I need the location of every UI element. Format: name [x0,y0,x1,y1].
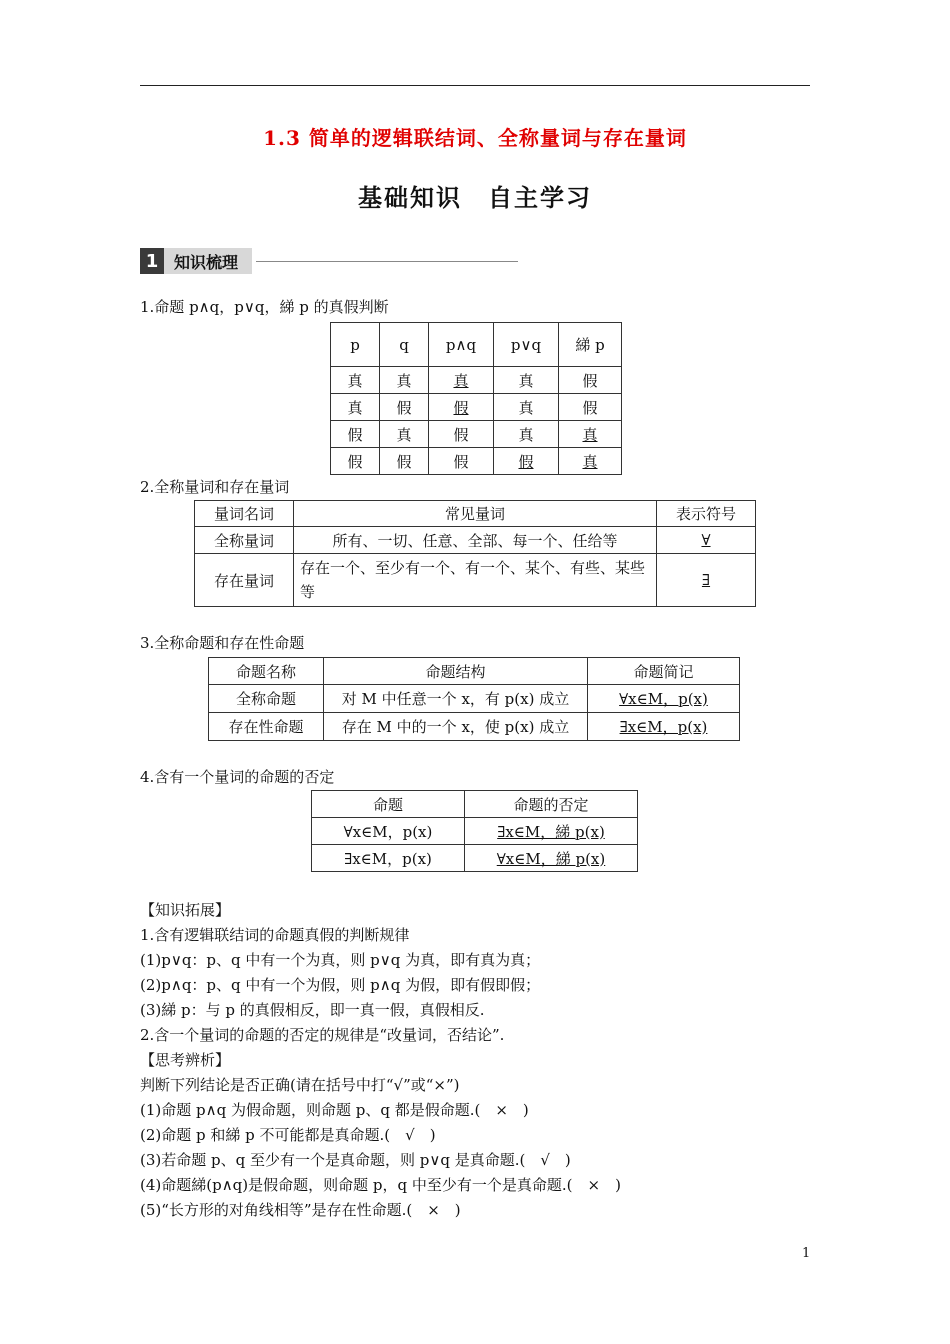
truth-cell: 假 [559,394,622,421]
top-rule [140,85,810,86]
proposition-cell: 对 M 中任意一个 x，有 p(x) 成立 [324,685,588,713]
extension-heading: 【知识拓展】 [140,901,231,919]
truth-cell: 假 [331,448,380,475]
truth-table [330,322,622,475]
truth-cell: 真 [494,367,559,394]
negation-cell: ∃x∈M，p(x) [312,845,465,872]
quantifier-table [194,500,756,607]
truth-cell: 真 [331,394,380,421]
negation-cell: ∀x∈M，綈 p(x) [465,845,638,872]
extension-line: (1)p∨q：p、q 中有一个为真，则 p∨q 为真，即有真为真； [140,951,541,969]
truth-cell: 假 [380,448,429,475]
truth-cell: 假 [429,448,494,475]
truth-cell: 真 [559,448,622,475]
truth-cell: 真 [429,367,494,394]
thinking-item: (2)命题 p 和綈 p 不可能都是真命题.( √ ) [140,1126,436,1144]
truth-header: 綈 p [559,323,622,367]
page-title: 1.3 简单的逻辑联结词、全称量词与存在量词 [263,126,687,150]
page-number: 1 [802,1246,811,1261]
truth-header: q [380,323,429,367]
proposition-cell: 存在性命题 [209,713,324,741]
item1-heading: 1.命题 p∧q，p∨q，綈 p 的真假判断 [140,298,389,316]
negation-table [311,790,638,872]
truth-cell: 真 [380,367,429,394]
proposition-table [208,657,740,741]
truth-header: p∨q [494,323,559,367]
truth-cell: 假 [380,394,429,421]
truth-header: p∧q [429,323,494,367]
truth-header: p [331,323,380,367]
extension-line: (2)p∧q：p、q 中有一个为假，则 p∧q 为假，即有假即假； [140,976,541,994]
truth-cell: 真 [559,421,622,448]
truth-cell: 真 [494,394,559,421]
truth-cell: 真 [331,367,380,394]
thinking-heading: 【思考辨析】 [140,1051,231,1069]
proposition-header: 命题名称 [209,658,324,685]
truth-cell: 假 [494,448,559,475]
thinking-item: (1)命题 p∧q 为假命题，则命题 p、q 都是假命题.( × ) [140,1101,529,1119]
quantifier-cell: 存在一个、至少有一个、有一个、某个、有些、某些等 [294,554,657,607]
truth-cell: 假 [559,367,622,394]
proposition-cell: ∃x∈M，p(x) [588,713,740,741]
negation-header: 命题 [312,791,465,818]
negation-cell: ∀x∈M，p(x) [312,818,465,845]
section-subtitle: 基础知识 自主学习 [358,184,592,212]
proposition-header: 命题简记 [588,658,740,685]
proposition-cell: ∀x∈M，p(x) [588,685,740,713]
truth-cell: 假 [331,421,380,448]
negation-cell: ∃x∈M，綈 p(x) [465,818,638,845]
item4-heading: 4.含有一个量词的命题的否定 [140,768,335,786]
truth-cell: 真 [494,421,559,448]
extension-line: (3)綈 p：与 p 的真假相反，即一真一假，真假相反. [140,1001,485,1019]
quantifier-cell: ∀ [657,527,756,554]
item2-heading: 2.全称量词和存在量词 [140,478,290,496]
extension-line: 2.含一个量词的命题的否定的规律是“改量词，否结论”. [140,1026,505,1044]
thinking-item: (5)“长方形的对角线相等”是存在性命题.( × ) [140,1201,461,1219]
truth-cell: 假 [429,394,494,421]
quantifier-header: 表示符号 [657,501,756,527]
thinking-item: (4)命题綈(p∧q)是假命题，则命题 p，q 中至少有一个是真命题.( × ) [140,1176,621,1194]
quantifier-header: 量词名词 [195,501,294,527]
proposition-cell: 全称命题 [209,685,324,713]
section-rule [256,261,518,262]
truth-cell: 假 [429,421,494,448]
negation-header: 命题的否定 [465,791,638,818]
quantifier-header: 常见量词 [294,501,657,527]
thinking-item: (3)若命题 p、q 至少有一个是真命题，则 p∨q 是真命题.( √ ) [140,1151,571,1169]
section-label: 知识梳理 [164,248,252,274]
quantifier-cell: 存在量词 [195,554,294,607]
thinking-intro: 判断下列结论是否正确(请在括号中打“√”或“×”) [140,1076,460,1094]
proposition-cell: 存在 M 中的一个 x，使 p(x) 成立 [324,713,588,741]
section-header [140,248,518,274]
extension-line: 1.含有逻辑联结词的命题真假的判断规律 [140,926,410,944]
section-number: 1 [140,248,164,274]
item3-heading: 3.全称命题和存在性命题 [140,634,305,652]
quantifier-cell: 所有、一切、任意、全部、每一个、任给等 [294,527,657,554]
truth-cell: 真 [380,421,429,448]
quantifier-cell: 全称量词 [195,527,294,554]
quantifier-cell: ∃ [657,554,756,607]
proposition-header: 命题结构 [324,658,588,685]
